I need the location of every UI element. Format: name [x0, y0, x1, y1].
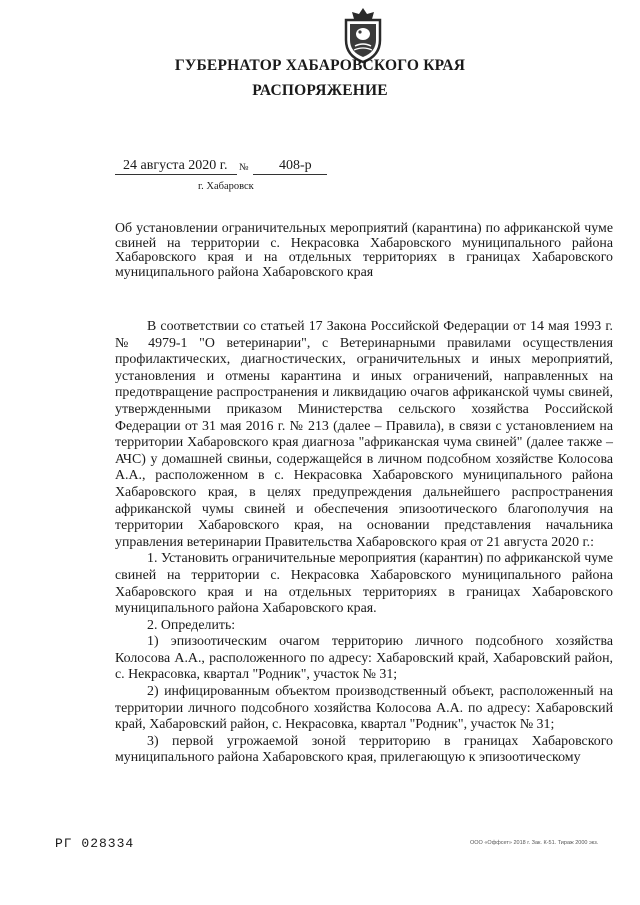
item-2-2-paragraph: 2) инфицированным объектом производственный объект, расположенный на территории личного подсобного хозяйства Колосова А.А. по адресу: Хабаровский край, Хабаровский район, с. Некрасовка, квартал "Родник", участок № 31;: [115, 684, 613, 733]
issue-city: г. Хабаровск: [198, 181, 254, 192]
registration-line: [115, 158, 327, 174]
number-sign: №: [239, 162, 249, 173]
item-2-3-paragraph: 3) первой угрожаемой зоной территорию в границах Хабаровского муниципального района Хабаровского края, прилегающую к эпизоотическому: [115, 733, 613, 766]
date-underline: [115, 174, 237, 175]
document-date: 24 августа 2020 г.: [123, 158, 228, 173]
item-2-1-paragraph: 1) эпизоотическим очагом территорию личного подсобного хозяйства Колосова А.А., расположенного по адресу: Хабаровский край, Хабаровский район, с. Некрасовка, квартал "Родник", участок № 31;: [115, 634, 613, 683]
number-underline: [253, 174, 327, 175]
item-2-paragraph: 2. Определить:: [147, 617, 236, 633]
document-number: 408-р: [279, 158, 312, 173]
form-serial-code: РГ 028334: [55, 836, 135, 851]
item-1-paragraph: 1. Установить ограничительные мероприятия (карантин) по африканской чуме свиней на территории с. Некрасовка Хабаровского муниципального района Хабаровского края и на отдельных территориях в границах Хабаровского муниципального района Хабаровского края.: [115, 551, 613, 617]
preamble-paragraph: В соответствии со статьей 17 Закона Российской Федерации от 14 мая 1993 г. № 4979-1 "О ветеринарии", с Ветеринарными правилами осуществления профилактических, диагностических, ограничительных и иных мероприятий, установления и отмены карантина и иных ограничений, направленных на предотвращение распространения и ликвидацию очагов африканской чумы свиней, утвержденными приказом Министерства сельского хозяйства Российской Федерации от 31 мая 2016 г. № 213 (далее – Правила), в связи с установлением на территории Хабаровского края диагноза "африканская чума свиней" (далее также – АЧС) у домашней свиньи, содержащейся в личном подсобном хозяйстве Колосова А.А., расположенном в с. Некрасовка Хабаровского муниципального района Хабаровского края, в целях предупреждения дальнейшего распространения африканской чумы свиней и обеспечения эпизоотического благополучия на территории Хабаровского края, на основании представления начальника управления ветеринарии Правительства Хабаровского края от 21 августа 2020 г.:: [115, 319, 613, 550]
document-type-title: РАСПОРЯЖЕНИЕ: [252, 82, 388, 99]
governor-title: ГУБЕРНАТОР ХАБАРОВСКОГО КРАЯ: [174, 57, 466, 74]
print-info: ООО «Оффсет» 2018 г. Зак. К-51. Тираж 2000 экз.: [470, 840, 599, 846]
document-body: [115, 319, 613, 767]
document-title: Об установлении ограничительных мероприятий (карантина) по африканской чуме свиней на территории с. Некрасовка Хабаровского муниципального района Хабаровского края и на отдельных территориях в границах Хабаровского муниципального района Хабаровского края: [115, 221, 613, 280]
coat-of-arms-icon: [338, 6, 388, 64]
